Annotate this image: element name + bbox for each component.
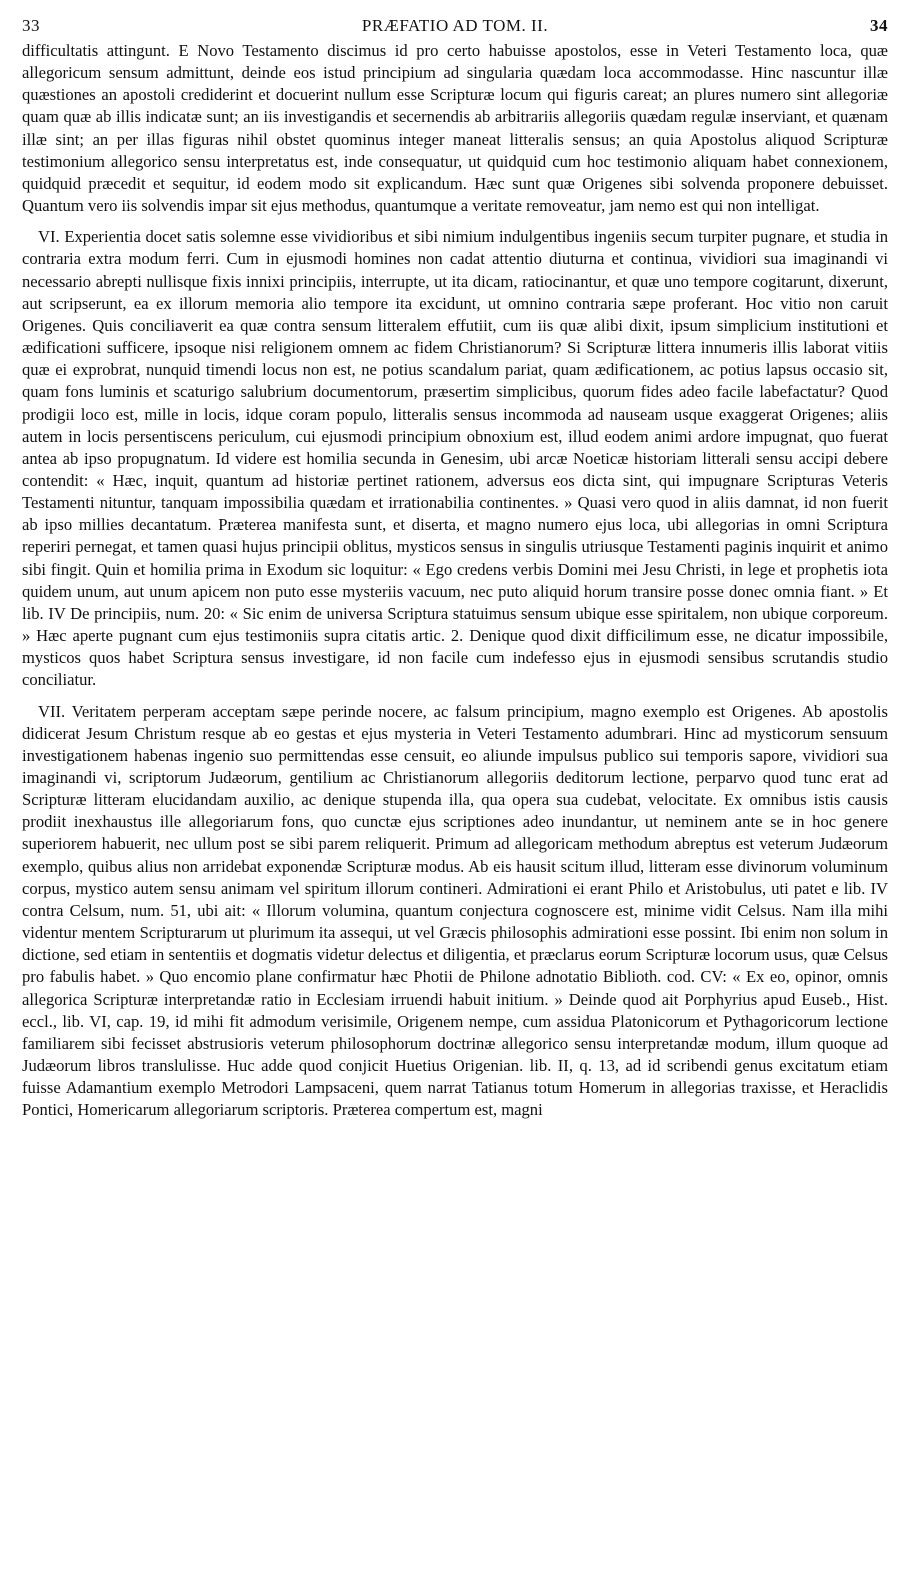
page-number-right: 34	[870, 16, 888, 35]
paragraph-text: difficultatis attingunt. E Novo Testamento discimus id pro certo habuisse apostolos, esse in Veteri Testamento loca, quæ allegoricum sensum admittunt, deinde eos istud principium ad singularia quædam loca accommodasse. Hinc nascuntur illæ quæstiones an apostoli crediderint et docuerint nullum esse Scripturæ locum qui figuris careat; an plures numero sint allegoriæ quam quæ ab illis indicatæ sunt; an iis investigandis et secernendis ab arbitrariis allegoriis quædam regulæ inserviant, et quænam illæ sint; an per illas figuras nihil obstet quominus integer maneat litteralis sensus; an quia Apostolus aliquod Scripturæ testimonium allegorico sensu interpretatus est, inde consequatur, ut quidquid cum hoc testimonio aliquam habet connexionem, quidquid præcedit et sequitur, id eodem modo sit explicandum. Hæc sunt quæ Origenes sibi solvenda proponere debuisset. Quantum vero iis solvendis impar sit ejus methodus, quantumque a veritate removeatur, jam nemo est qui non intelligat.	[22, 41, 888, 216]
paragraph-section-vi	[22, 226, 888, 691]
running-header	[22, 16, 888, 40]
body-text	[22, 40, 888, 1122]
running-title: PRÆFATIO AD TOM. II.	[361, 16, 549, 35]
paragraph-text: VII. Veritatem perperam acceptam sæpe perinde nocere, ac falsum principium, magno exemplo est Origenes. Ab apostolis didicerat Jesum Christum resque ab eo gestas et ejus mysteria in Veteri Testamento adumbrari. Hinc ad mysticorum sensuum investigationem habenas ingenio suo permittendas esse censuit, eo aliunde impulsus publico sui temporis sapore, vividiori sua imaginandi vi, scriptorum Judæorum, gentilium ac Christianorum allegoriis deditorum lectione, perparvo quod tunc erat ad Scripturæ litteram elucidandam auxilio, ac denique stupenda illa, qua opera sua cudebat, velocitate. Ex omnibus istis causis prodiit inexhaustus ille allegoriarum fons, quo cunctæ ejus scriptiones adeo inundantur, ut neminem ante se in hoc genere superiorem habuerit, nec ullum post se sibi parem reliquerit. Primum ad allegoricam methodum abreptus est veterum Judæorum exemplo, quibus alius non arridebat exponendæ Scripturæ modus. Ab eis hausit scitum illud, litteram esse divinorum voluminum corpus, mystico autem sensu animam vel spiritum illorum contineri. Admirationi ei erant Philo et Aristobulus, uti patet e lib. IV contra Celsum, num. 51, ubi ait: « Illorum volumina, quantum conjectura cognoscere est, minime vidit Celsus. Nam illa mihi videntur mentem Scripturarum ut plurimum ita assequi, ut vel Græcis philosophis admirationi esse possint. Ibi enim non solum in dictione, sed etiam in sententiis et dogmatis videtur delectus et diligentia, et præclarus eorum Scripturæ locorum usus, quæ Celsus pro fabulis habet. » Quo encomio plane confirmatur hæc Photii de Philone adnotatio Biblioth. cod. CV: « Ex eo, opinor, omnis allegorica Scripturæ interpretandæ ratio in Ecclesiam irruendi habuit initium. » Deinde quod ait Porphyrius apud Euseb., Hist. eccl., lib. VI, cap. 19, id mihi fit admodum verisimile, Origenem nempe, cum assidua Platonicorum et Pythagoricorum lectione familiarem sibi fecisset abstrusioris veterum philosophorum doctrinæ allegorico sensu interpretandæ modum, illum quoque ad Judæorum libros translulisse. Huc adde quod conjicit Huetius Origenian. lib. II, q. 13, ad id scribendi genus excitatum etiam fuisse Adamantium exemplo Metrodori Lampsaceni, quem narrat Tatianus totum Homerum in allegorias traxisse, et Heraclidis Pontici, Homericarum allegoriarum scriptoris. Præterea compertum est, magni	[22, 701, 888, 1120]
page-number-left: 33	[22, 16, 40, 35]
paragraph-text: VI. Experientia docet satis solemne esse vividioribus et sibi nimium indulgentibus ingeniis secum turpiter pugnare, et studia in contraria extra modum ferri. Cum in ejusmodi homines non cadat attentio diuturna et continua, vividiori sua imaginandi vi necessario abrepti nullisque fixis innixi principiis, interrupte, ut ita dicam, ratiocinantur, et quæ uno tempore cogitarunt, dixerunt, aut scripserunt, ea ex illorum memoria alio tempore ita excidunt, ut omnino contraria sæpe proferant. Hoc vitio non caruit Origenes. Quis conciliaverit ea quæ contra sensum litteralem effutiit, cum iis quæ alibi dixit, ipsum simplicium institutioni et ædificationi sufficere, ipsoque nisi religionem omnem ac fidem Christianorum? Si Scripturæ littera innumeris illis laborat vitiis quæ ei exprobrat, nunquid timendi locus non est, ne potius scandalum pariat, quam ædificationem, ac potius lapsus occasio sit, quam fons luminis et scaturigo salubrium documentorum, præsertim simplicibus, quorum fides adeo facile labefactatur? Quod prodigii loco est, mille in locis, idque coram populo, litteralis sensus incommoda ad nauseam usque exaggerat Origenes; aliis autem in locis persentiscens periculum, cui ejusmodi principium obnoxium est, illud eodem animi ardore impugnat, quo fuerat antea ab ipso propugnatum. Id videre est homilia secunda in Genesim, ubi arcæ Noeticæ historiam litterali sensu accipi debere contendit: « Hæc, inquit, quantum ad historiæ pertinet rationem, adversus eos dicta sint, qui impugnare Scripturas Veteris Testamenti nituntur, tanquam impossibilia quædam et irrationabilia continentes. » Quasi vero quod in aliis damnat, id non fuerit ab ipso millies decantatum. Præterea manifesta sunt, et diserta, et magno numero ejus loca, ubi allegorias in omni Scriptura reperiri pernegat, et tamen quasi hujus principii oblitus, mysticos sensus in singulis utriusque Testamenti paginis inquirit et animo sibi fingit. Quin et homilia prima in Exodum sic loquitur: « Ego credens verbis Domini mei Jesu Christi, in lege et prophetis iota quidem unum, aut unum apicem non puto esse mysteriis vacuum, nec puto aliquid horum transire posse donec omnia fiant. » Et lib. IV De principiis, num. 20: « Sic enim de universa Scriptura statuimus sensum ubique esse spiritalem, non ubique corporeum. » Hæc aperte pugnant cum ejus testimoniis supra citatis artic. 2. Denique quod dixit difficilimum esse, ne dicatur impossibile, mysticos quos habet Scriptura sensus investigare, id non facile cum indefesso ejus in ejusmodi sensibus scrutandis studio conciliatur.	[22, 227, 888, 690]
paragraph-continuation	[22, 40, 888, 217]
document-page	[22, 0, 888, 1571]
paragraph-section-vii	[22, 701, 888, 1122]
